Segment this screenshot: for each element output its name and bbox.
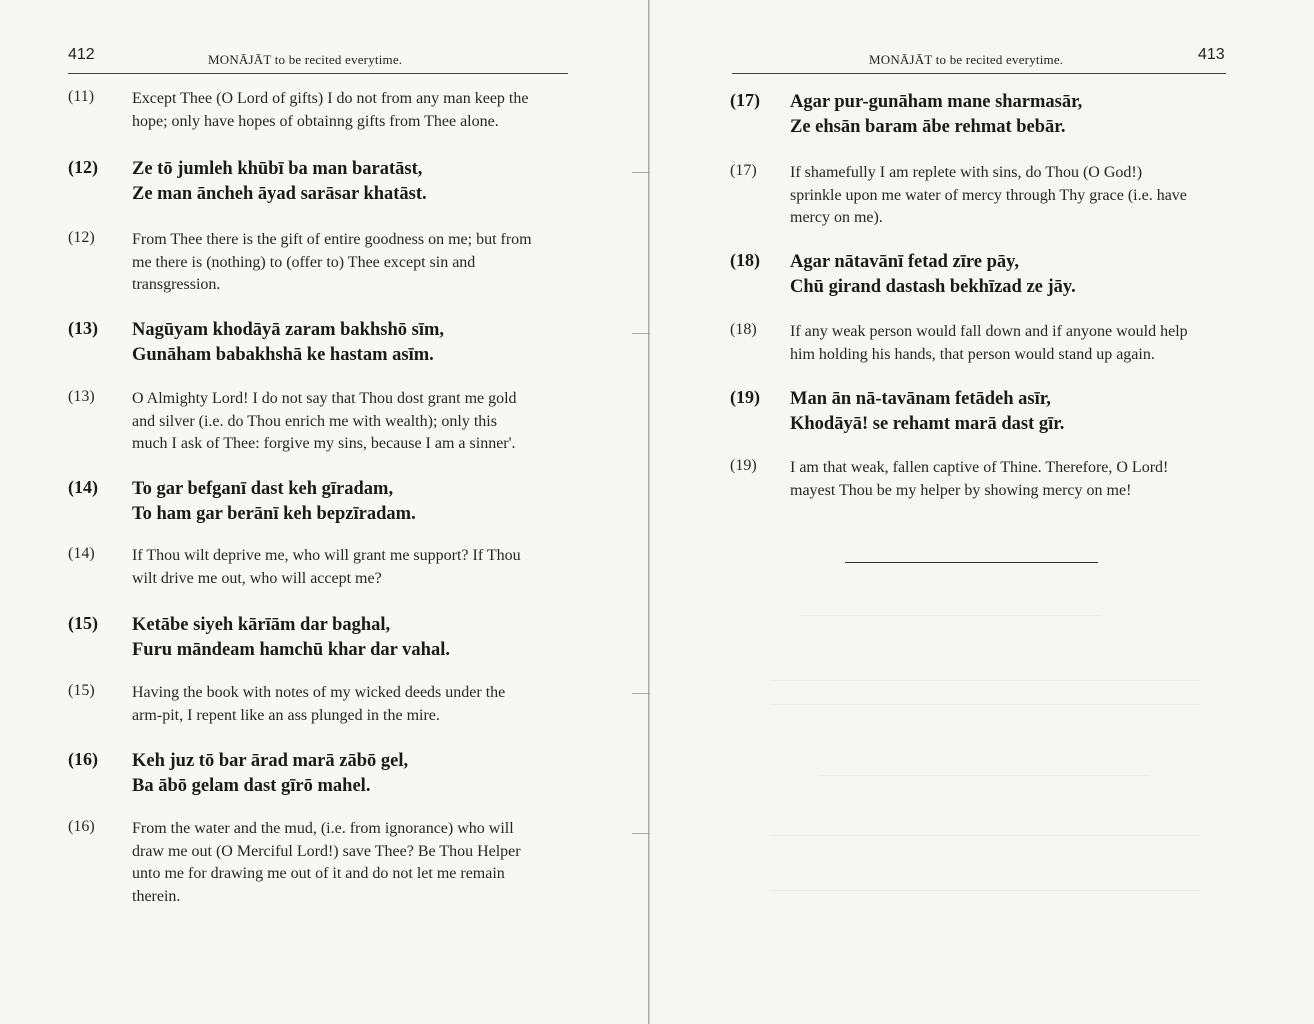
text-line: I am that weak, fallen captive of Thine. Therefore, O Lord! — [790, 459, 1169, 476]
entry-number: (12) — [68, 157, 98, 177]
text-line: mercy on me). — [790, 209, 883, 226]
translation-text — [132, 88, 528, 133]
running-head: MONĀJĀT to be recited everytime. — [208, 52, 403, 67]
verse-line: Agar nātavānī fetad zīre pāy, — [790, 252, 1020, 272]
entry-number: (11) — [68, 88, 95, 105]
entry-number: (19) — [730, 457, 757, 474]
verse-text — [132, 157, 427, 207]
text-line: arm-pit, I repent like an ass plunged in the mire. — [132, 706, 440, 724]
entry-number: (14) — [68, 477, 98, 497]
text-line: Having the book with notes of my wicked deeds under the — [132, 684, 506, 701]
verse-text — [790, 387, 1064, 437]
show-through — [770, 835, 1200, 836]
entry-number: (15) — [68, 682, 95, 699]
text-line: me there is (nothing) to (offer to) Thee except sin and — [132, 253, 476, 271]
text-line: therein. — [132, 887, 181, 905]
text-line: and silver (i.e. do Thou enrich me with wealth); only this — [132, 412, 497, 430]
left-page — [0, 0, 650, 1024]
verse-line: Nagūyam khodāyā zaram bakhshō sīm, — [132, 320, 444, 340]
text-line: hope; only have hopes of obtainng gifts from Thee alone. — [132, 112, 499, 130]
text-line: transgression. — [132, 276, 221, 293]
verse-line: Furu māndeam hamchū khar dar vahal. — [132, 640, 450, 660]
text-line: sprinkle upon me water of mercy through Thy grace (i.e. have — [790, 186, 1187, 204]
verse-line: Khodāyā! se rehamt marā dast gīr. — [790, 414, 1065, 434]
verse-line: Gunāham babakhshā ke hastam asīm. — [132, 345, 434, 365]
page-number: 413 — [1198, 46, 1225, 63]
verse-text — [132, 613, 450, 663]
entry-number: (16) — [68, 818, 95, 835]
text-line: From the water and the mud, (i.e. from ignorance) who will — [132, 820, 514, 837]
verse-line: Agar pur-gunāham mane sharmasār, — [790, 92, 1083, 112]
page-number: 412 — [68, 46, 95, 63]
text-line: mayest Thou be my helper by showing mercy on me! — [790, 481, 1132, 499]
verse-text — [790, 250, 1076, 300]
entry-number: (15) — [68, 613, 98, 633]
translation-text — [790, 457, 1168, 502]
entry-number: (17) — [730, 90, 760, 110]
entry-number: (16) — [68, 749, 98, 769]
translation-text — [790, 162, 1187, 230]
text-line: much I ask of Thee: forgive my sins, because I am a sinner'. — [132, 435, 516, 452]
translation-text — [132, 682, 505, 727]
verse-line: To ham gar berānī keh bepzīradam. — [132, 504, 416, 524]
text-line: If Thou wilt deprive me, who will grant me support? If Thou — [132, 547, 521, 564]
entry-number: (18) — [730, 250, 760, 270]
verse-line: Ze ehsān baram ābe rehmat bebār. — [790, 117, 1066, 137]
verse-text — [790, 90, 1082, 140]
text-line: If any weak person would fall down and if anyone would help — [790, 323, 1188, 340]
verse-line: Man ān nā-tavānam fetādeh asīr, — [790, 389, 1051, 409]
verse-text — [132, 318, 444, 368]
text-line: Except Thee (O Lord of gifts) I do not from any man keep the — [132, 90, 529, 107]
text-line: wilt drive me out, who will accept me? — [132, 569, 382, 587]
text-line: draw me out (O Merciful Lord!) save Thee? Be Thou Helper — [132, 842, 521, 860]
show-through — [770, 704, 1200, 705]
text-line: O Almighty Lord! I do not say that Thou dost grant me gold — [132, 390, 517, 407]
entry-number: (14) — [68, 545, 95, 562]
text-line: unto me for drawing me out of it and do not let me remain — [132, 865, 505, 882]
entry-number: (19) — [730, 387, 760, 407]
text-line: him holding his hands, that person would stand up again. — [790, 345, 1155, 363]
verse-line: Ze tō jumleh khūbī ba man baratāst, — [132, 159, 423, 179]
translation-text — [132, 229, 532, 297]
translation-text — [132, 388, 517, 456]
verse-line: Ze man āncheh āyad sarāsar khatāst. — [132, 184, 427, 204]
text-line: From Thee there is the gift of entire goodness on me; but from — [132, 231, 532, 248]
verse-line: Keh juz tō bar ārad marā zābō gel, — [132, 751, 409, 771]
translation-text — [132, 818, 521, 908]
right-page — [650, 0, 1314, 1024]
verse-text — [132, 477, 416, 527]
show-through — [770, 890, 1200, 891]
header-rule — [732, 73, 1226, 74]
verse-line: Chū girand dastash bekhīzad ze jāy. — [790, 277, 1076, 297]
entry-number: (13) — [68, 318, 98, 338]
running-head: MONĀJĀT to be recited everytime. — [869, 52, 1064, 67]
entry-number: (12) — [68, 229, 95, 246]
show-through — [800, 615, 1100, 616]
entry-number: (18) — [730, 321, 757, 338]
text-line: If shamefully I am replete with sins, do Thou (O God!) — [790, 164, 1143, 181]
show-through — [820, 775, 1150, 776]
verse-line: Ketābe siyeh kārīām dar baghal, — [132, 615, 391, 635]
verse-line: Ba ābō gelam dast gīrō mahel. — [132, 776, 371, 796]
translation-text — [790, 321, 1188, 366]
verse-line: To gar befganī dast keh gīradam, — [132, 479, 394, 499]
header-rule — [68, 73, 568, 74]
section-end-rule — [845, 562, 1098, 563]
show-through — [770, 680, 1200, 681]
verse-text — [132, 749, 408, 799]
entry-number: (17) — [730, 162, 757, 179]
translation-text — [132, 545, 521, 590]
entry-number: (13) — [68, 388, 95, 405]
